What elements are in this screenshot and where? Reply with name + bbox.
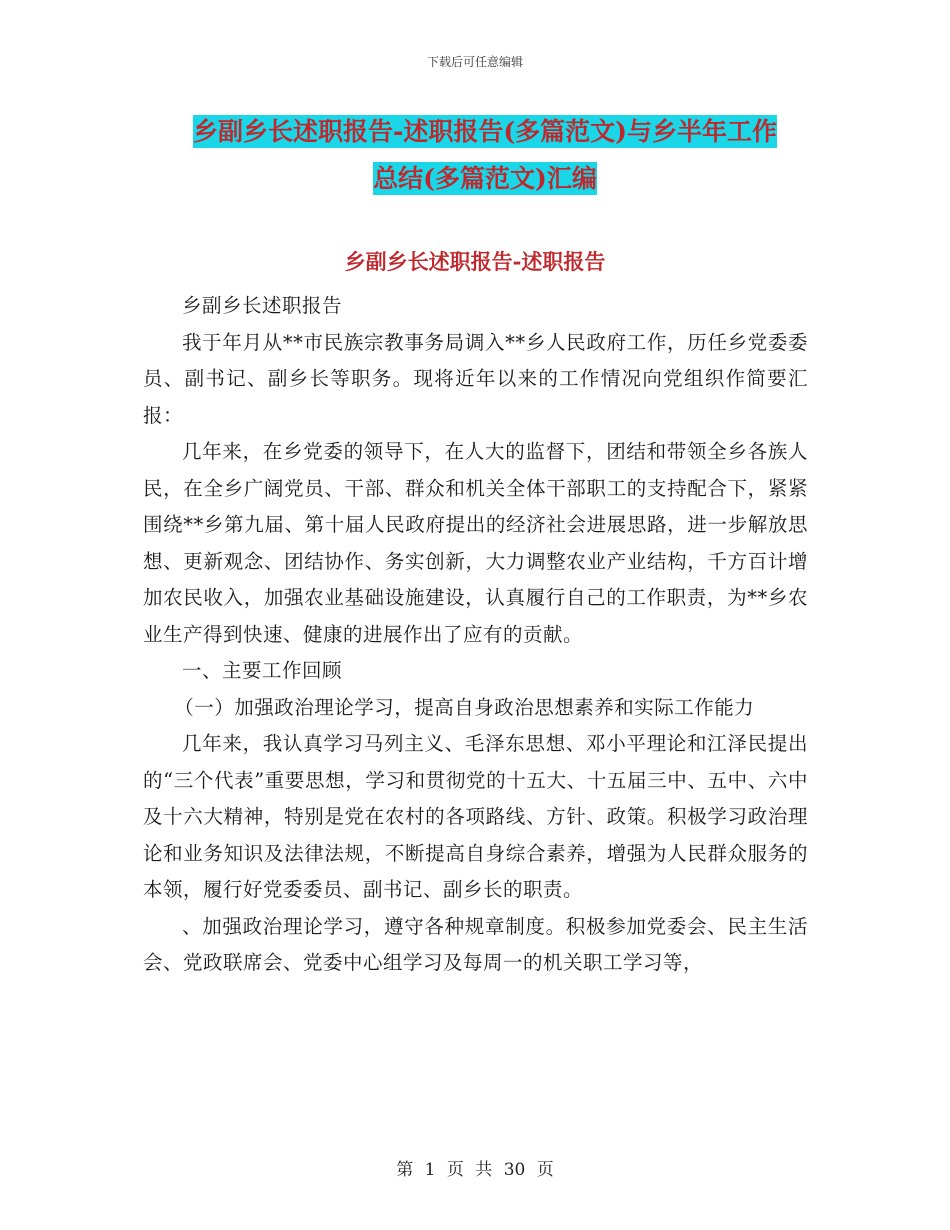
paragraph: 乡副乡长述职报告 bbox=[182, 294, 343, 317]
paragraph: （一）加强政治理论学习，提高自身政治思想素养和实际工作能力 bbox=[174, 695, 755, 719]
paragraph: 我于年月从**市民族宗教事务局调入**乡人民政府工作，历任乡党委委员、副书记、副乡长等职务。现将近年以来的工作情况向党组织作简要汇报： bbox=[143, 330, 808, 427]
page-number: 第 1 页 共 30 页 bbox=[396, 1160, 554, 1180]
section-heading: 乡副乡长述职报告-述职报告 bbox=[344, 249, 606, 274]
paragraph: 一、主要工作回顾 bbox=[182, 659, 343, 682]
document-body bbox=[143, 288, 808, 982]
download-note: 下载后可任意编辑 bbox=[426, 55, 523, 69]
paragraph: 、加强政治理论学习，遵守各种规章制度。积极参加党委会、民主生活会、党政联席会、党委中心组学习及每周一的机关职工学习等， bbox=[143, 914, 808, 974]
document-title bbox=[140, 108, 830, 202]
paragraph: 几年来，在乡党委的领导下，在人大的监督下，团结和带领全乡各族人民，在全乡广阔党员、干部、群众和机关全体干部职工的支持配合下，紧紧围绕**乡第九届、第十届人民政府提出的经济社会进展思路，进一步解放思想、更新观念、团结协作、务实创新，大力调整农业产业结构，千方百计增加农民收入，加强农业基础设施建设，认真履行自己的工作职责，为**乡农业生产得到快速、健康的进展作出了应有的贡献。 bbox=[143, 440, 808, 646]
title-line-1: 乡副乡长述职报告-述职报告(多篇范文)与乡半年工作 bbox=[192, 117, 778, 146]
title-line-2: 总结(多篇范文)汇编 bbox=[373, 164, 597, 193]
paragraph: 几年来，我认真学习马列主义、毛泽东思想、邓小平理论和江泽民提出的“三个代表”重要思想，学习和贯彻党的十五大、十五届三中、五中、六中及十六大精神，特别是党在农村的各项路线、方针、政策。积极学习政治理论和业务知识及法律法规，不断提高自身综合素养，增强为人民群众服务的本领，履行好党委委员、副书记、副乡长的职责。 bbox=[143, 732, 808, 901]
